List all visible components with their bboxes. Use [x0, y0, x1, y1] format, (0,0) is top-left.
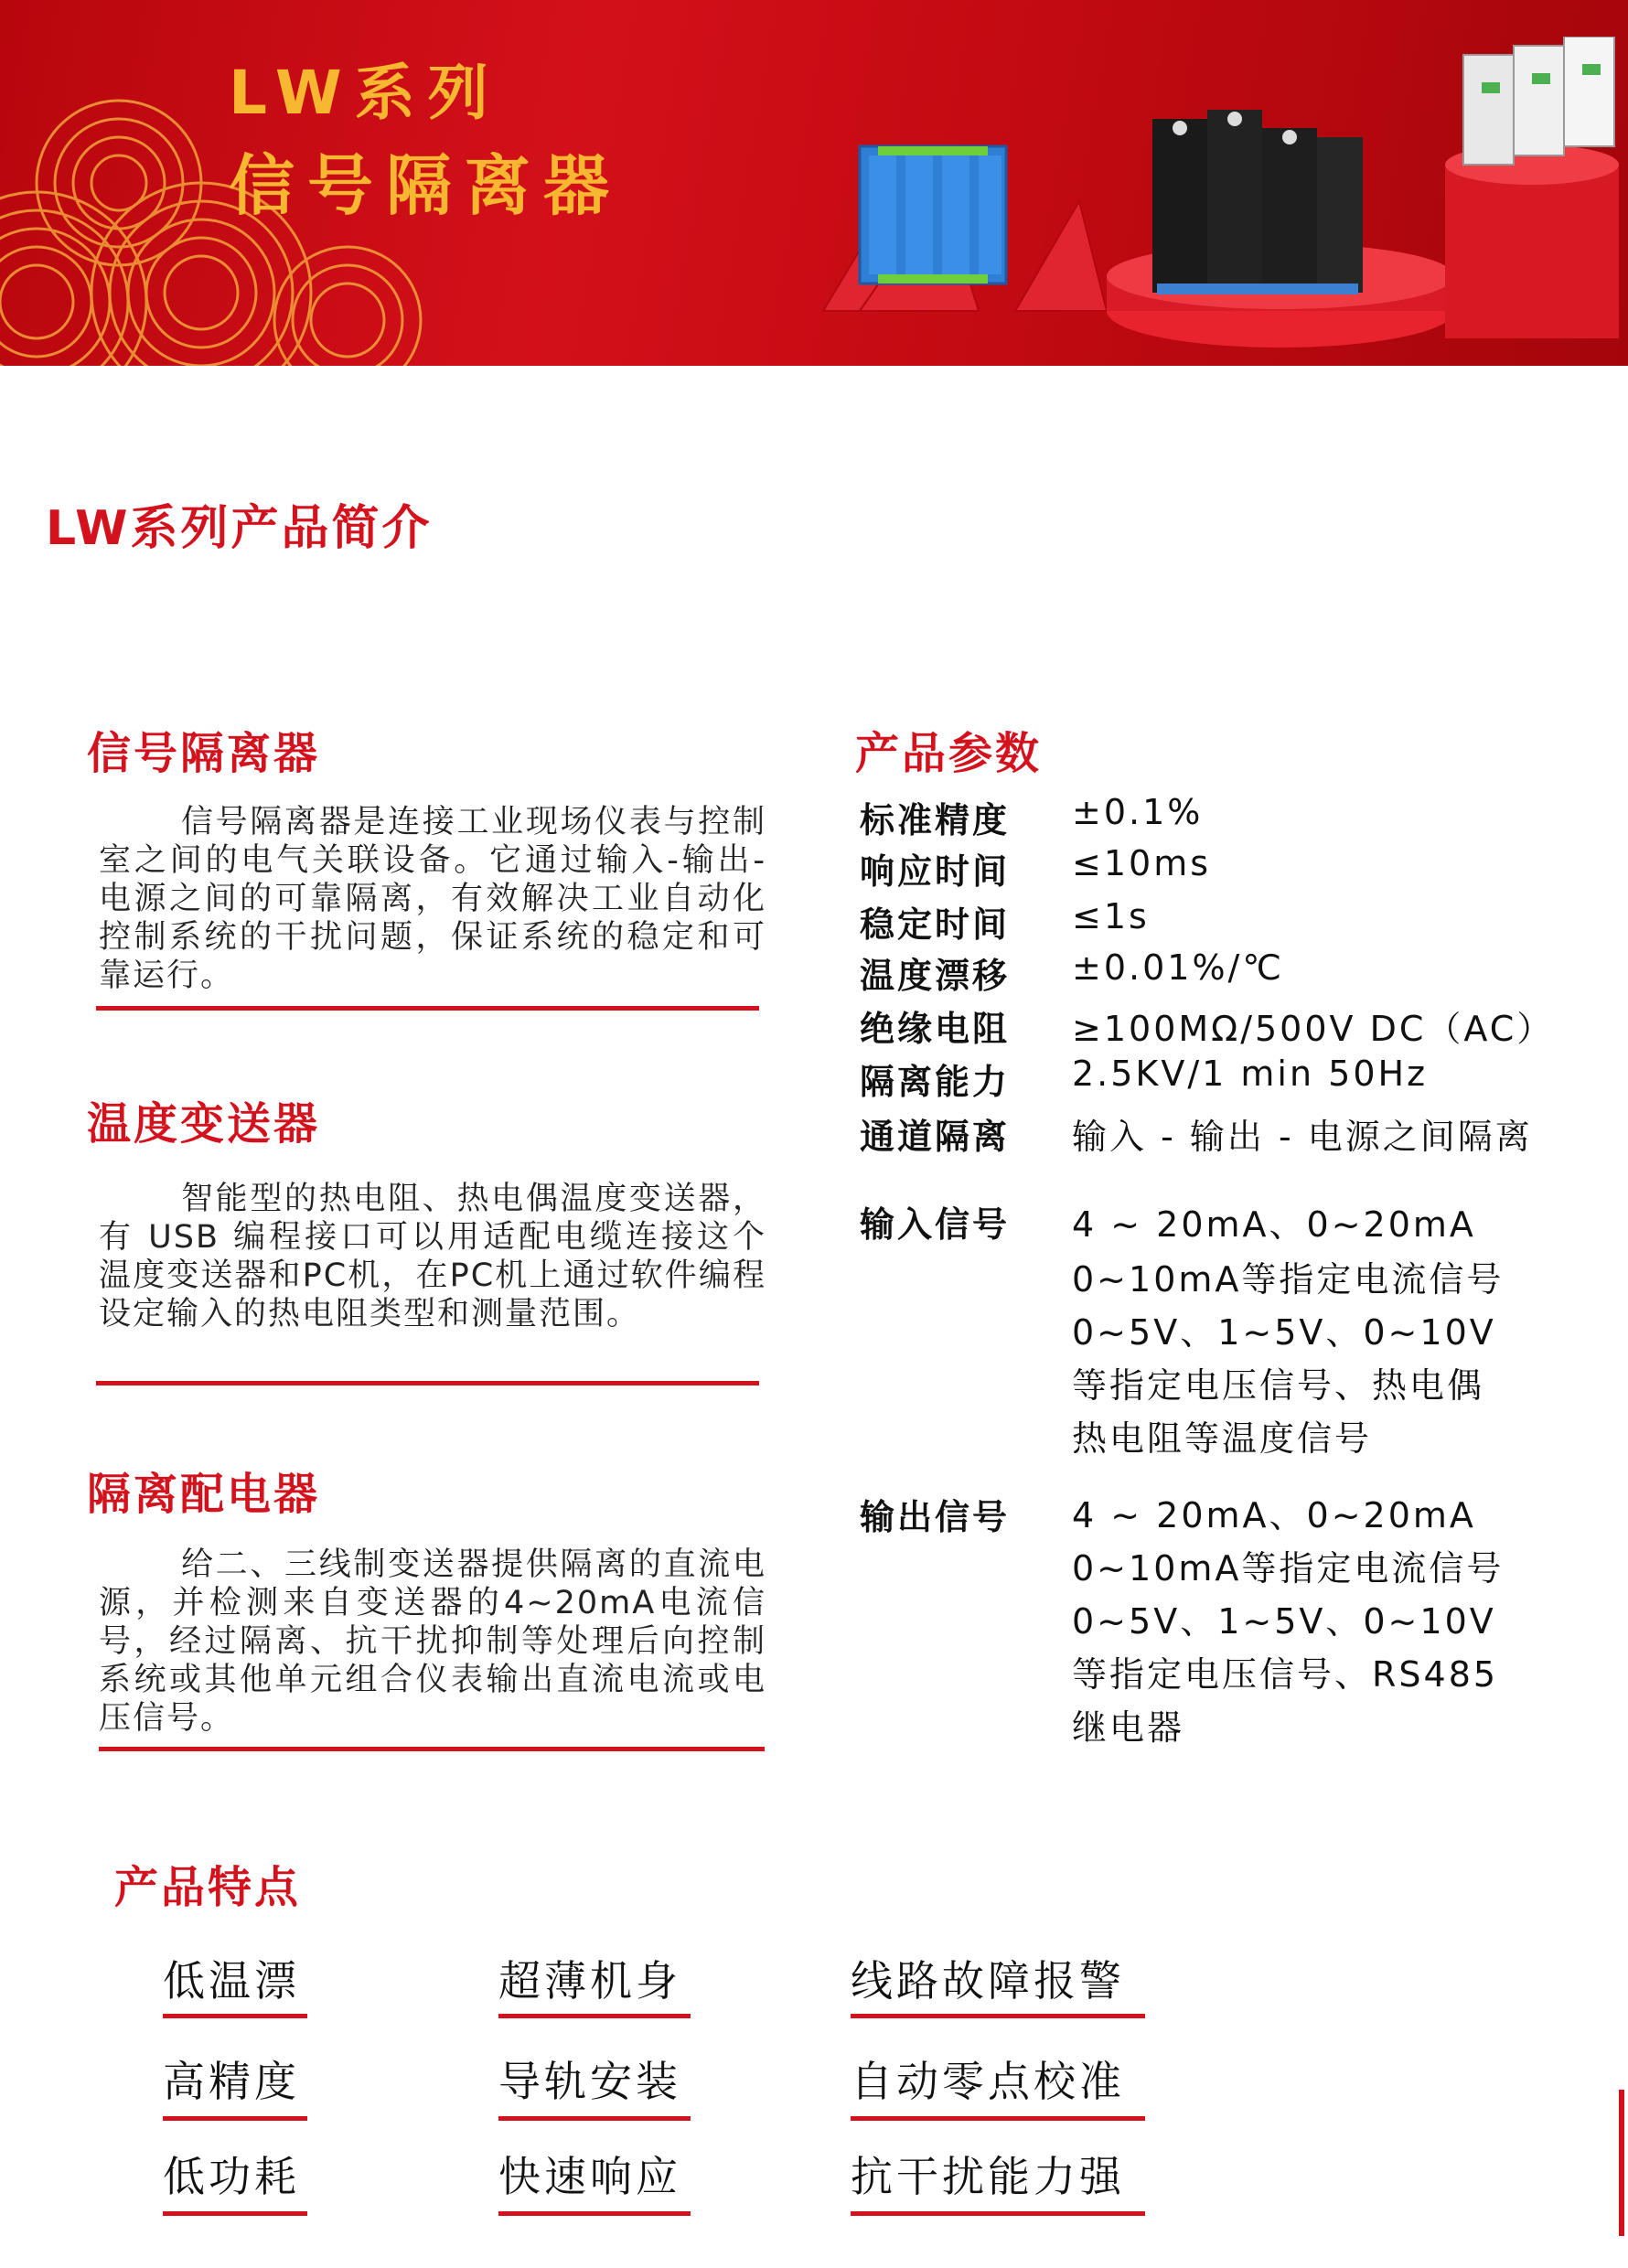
feature-item: 低温漂 [163, 1956, 300, 2006]
param-output-line: 0~10mA等指定电流信号 [1072, 1548, 1505, 1589]
param-value: 输入 - 输出 - 电源之间隔离 [1072, 1117, 1533, 1157]
feature-underline [851, 2014, 1145, 2018]
param-value: ±0.1% [1072, 792, 1204, 832]
feature-item: 低功耗 [163, 2152, 300, 2201]
features-heading: 产品特点 [114, 1862, 302, 1913]
param-output-line: 继电器 [1072, 1707, 1185, 1748]
param-label: 响应时间 [860, 851, 1011, 892]
param-output-line: 0~5V、1~5V、0~10V [1072, 1601, 1496, 1642]
param-label: 温度漂移 [860, 956, 1011, 996]
product-title-temp-transmitter: 温度变送器 [87, 1098, 321, 1150]
top-banner [0, 0, 1628, 366]
param-input-line: 等指定电压信号、热电偶 [1072, 1365, 1485, 1406]
param-value: 2.5KV/1 min 50Hz [1072, 1054, 1429, 1094]
param-input-line: 热电阻等温度信号 [1072, 1418, 1373, 1459]
product-desc-isolated-distributor: 给二、三线制变送器提供隔离的直流电源，并检测来自变送器的4~20mA电流信号，经过隔离、抗干扰抑制等处理后向控制系统或其他单元组合仪表输出直流电流或电压信号。 [99, 1546, 766, 1737]
param-input-line: 0~5V、1~5V、0~10V [1072, 1312, 1496, 1353]
param-output-line: 4 ~ 20mA、0~20mA [1072, 1495, 1476, 1535]
divider-line [96, 1381, 759, 1385]
param-input-line: 4 ~ 20mA、0~20mA [1072, 1204, 1476, 1245]
feature-underline [851, 2211, 1145, 2216]
product-desc-temp-transmitter: 智能型的热电阻、热电偶温度变送器，有 USB 编程接口可以用适配电缆连接这个温度变送器和PC机，在PC机上通过软件编程设定输入的热电阻类型和测量范围。 [99, 1181, 766, 1332]
feature-item: 超薄机身 [498, 1956, 681, 2006]
feature-item: 自动零点校准 [851, 2057, 1125, 2106]
banner-title-product: 信号隔离器 [229, 147, 623, 224]
side-accent-bar [1619, 2090, 1624, 2236]
feature-underline [851, 2116, 1145, 2121]
feature-underline [163, 2014, 307, 2018]
param-label-input: 输入信号 [860, 1204, 1011, 1245]
param-input-line: 0~10mA等指定电流信号 [1072, 1259, 1505, 1300]
param-label: 标准精度 [860, 800, 1011, 840]
feature-underline [498, 2116, 691, 2121]
param-value: ≤1s [1072, 896, 1150, 936]
feature-underline [498, 2211, 691, 2216]
param-label: 稳定时间 [860, 904, 1011, 945]
param-value: ≤10ms [1072, 843, 1212, 883]
product-title-signal-isolator: 信号隔离器 [87, 728, 321, 779]
feature-item: 线路故障报警 [851, 1956, 1125, 2006]
feature-underline [163, 2116, 307, 2121]
feature-item: 导轨安装 [498, 2057, 681, 2106]
param-label: 绝缘电阻 [860, 1009, 1011, 1049]
param-label: 隔离能力 [860, 1062, 1011, 1102]
feature-item: 抗干扰能力强 [851, 2152, 1125, 2201]
intro-heading: LW系列产品简介 [46, 501, 433, 556]
param-output-line: 等指定电压信号、RS485 [1072, 1654, 1499, 1695]
param-value: ±0.01%/℃ [1072, 947, 1285, 988]
product-title-isolated-distributor: 隔离配电器 [87, 1469, 321, 1520]
param-value: ≥100MΩ/500V DC（AC） [1072, 1009, 1555, 1049]
banner-title-series: LW系列 [229, 58, 501, 128]
feature-item: 快速响应 [498, 2152, 681, 2201]
param-label: 通道隔离 [860, 1117, 1011, 1157]
product-showcase-image [805, 37, 1628, 366]
divider-line [96, 1006, 759, 1011]
params-heading: 产品参数 [855, 728, 1043, 779]
feature-underline [498, 2014, 691, 2018]
divider-line [99, 1747, 765, 1751]
param-label-output: 输出信号 [860, 1497, 1011, 1537]
product-desc-signal-isolator: 信号隔离器是连接工业现场仪表与控制室之间的电气关联设备。它通过输入-输出-电源之间的可靠隔离，有效解决工业自动化控制系统的干扰问题，保证系统的稳定和可靠运行。 [99, 804, 766, 994]
feature-underline [163, 2211, 307, 2216]
feature-item: 高精度 [163, 2057, 300, 2106]
